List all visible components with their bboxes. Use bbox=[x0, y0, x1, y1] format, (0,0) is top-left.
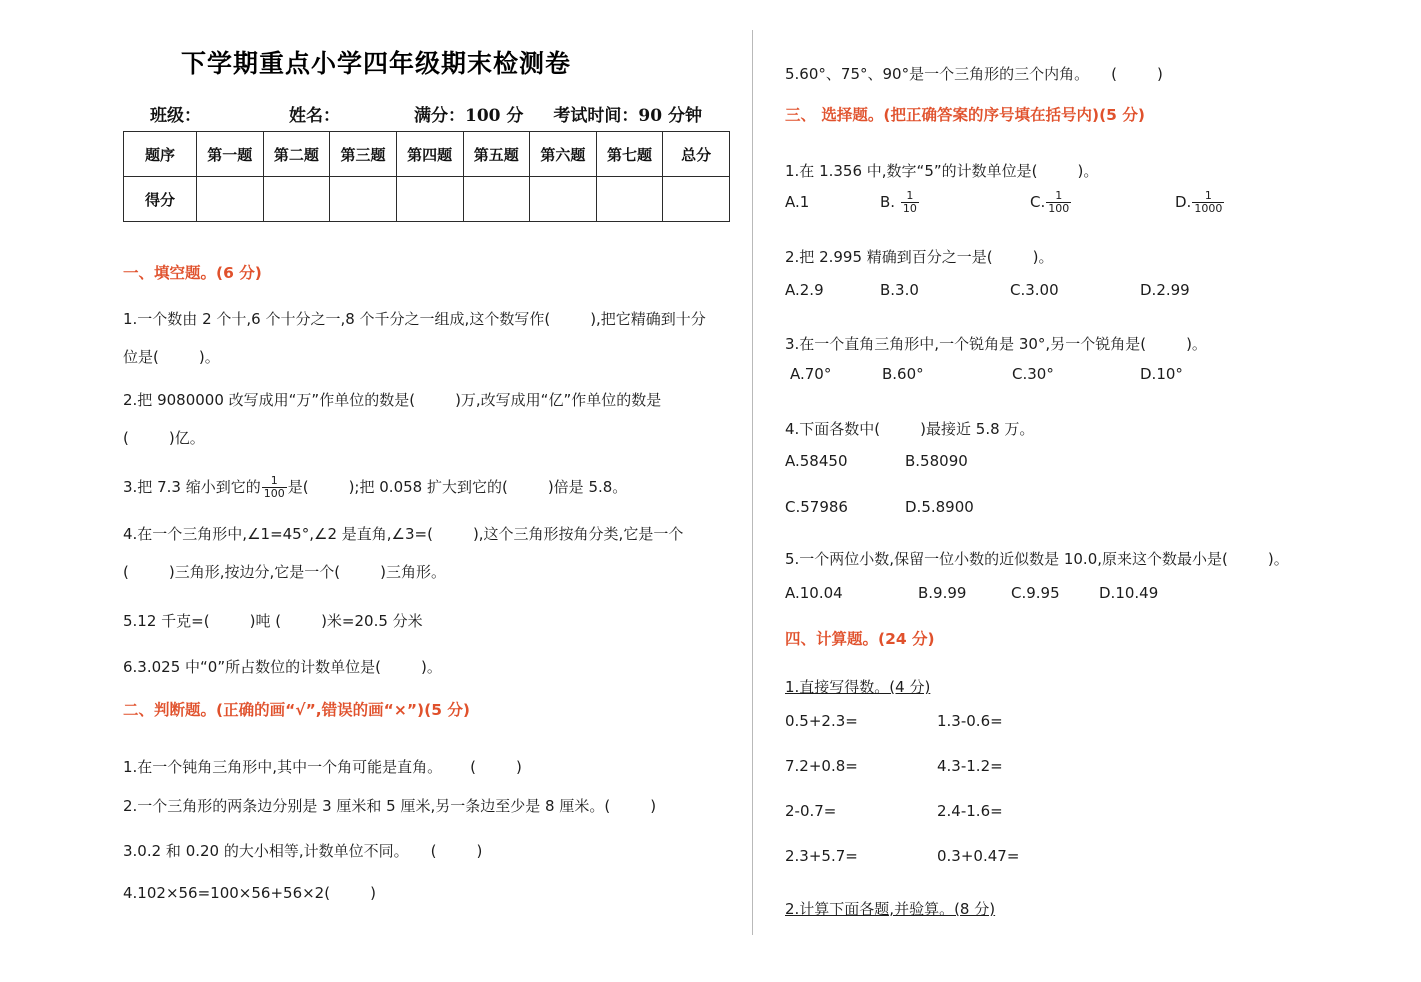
exercise-item[interactable]: 2-0.7= bbox=[785, 802, 837, 820]
name-label: 姓名： bbox=[289, 106, 340, 126]
q-text: ( bbox=[1111, 65, 1117, 83]
section2-question-2 bbox=[123, 787, 656, 825]
q-text: 5.12 千克=( bbox=[123, 612, 210, 630]
section1-question-5 bbox=[123, 602, 423, 640]
exercise-item[interactable]: 2.3+5.7= bbox=[785, 847, 858, 865]
option-a[interactable]: A.10.04 bbox=[785, 584, 843, 602]
exercise-item[interactable]: 0.5+2.3= bbox=[785, 712, 858, 730]
section2-question-5 bbox=[785, 55, 1163, 93]
score-table-header: 第三题 bbox=[330, 132, 397, 177]
option-a[interactable]: A.70° bbox=[790, 365, 832, 383]
q-text: ( bbox=[123, 563, 129, 581]
exercise-item[interactable]: 1.3-0.6= bbox=[937, 712, 1003, 730]
option-c[interactable]: C.57986 bbox=[785, 498, 848, 516]
section3-question-3-options bbox=[790, 365, 1183, 383]
section1-question-2-line1 bbox=[123, 381, 661, 419]
q-text: ( bbox=[123, 429, 129, 447]
score-table-header: 题序 bbox=[124, 132, 197, 177]
q-text: )。 bbox=[1032, 248, 1054, 266]
q-text: ) bbox=[515, 758, 522, 776]
score-cell[interactable] bbox=[330, 177, 397, 222]
option-b[interactable]: B.3.0 bbox=[880, 281, 919, 299]
q-text: 3.把 7.3 缩小到它的 bbox=[123, 478, 261, 496]
score-cell[interactable] bbox=[197, 177, 264, 222]
q-text: )。 bbox=[198, 348, 220, 366]
score-table-header: 第一题 bbox=[197, 132, 264, 177]
section3-question-2-options bbox=[785, 281, 1190, 299]
section1-question-4-line1 bbox=[123, 515, 683, 553]
fraction-denominator: 100 bbox=[263, 486, 285, 500]
table-row bbox=[124, 132, 730, 177]
exercise-item[interactable]: 0.3+0.47= bbox=[937, 847, 1020, 865]
full-score-label: 满分：100 分 bbox=[414, 106, 524, 126]
section3-question-4-options-row1 bbox=[785, 452, 968, 470]
score-table-header: 第五题 bbox=[463, 132, 530, 177]
section3-question-4-options-row2 bbox=[785, 498, 974, 516]
score-cell[interactable] bbox=[596, 177, 663, 222]
q-text: 1.在一个钝角三角形中,其中一个角可能是直角。 bbox=[123, 758, 443, 776]
q-text: 4.102×56=100×56+56×2( bbox=[123, 884, 331, 902]
fraction-numerator: 1 bbox=[906, 189, 914, 202]
exam-time-label: 考试时间：90 分钟 bbox=[553, 106, 702, 126]
section2-question-4 bbox=[123, 874, 376, 912]
section1-question-2-line2 bbox=[123, 419, 205, 457]
option-b[interactable]: B.60° bbox=[882, 365, 924, 383]
section3-question-5-stem bbox=[785, 540, 1289, 578]
section3-question-5-options bbox=[785, 584, 1158, 602]
q-text: 3.0.2 和 0.20 的大小相等,计数单位不同。 bbox=[123, 842, 409, 860]
option-d[interactable]: D.2.99 bbox=[1140, 281, 1190, 299]
option-b[interactable]: B.58090 bbox=[905, 452, 968, 470]
option-d[interactable]: D.5.8900 bbox=[905, 498, 974, 516]
option-c[interactable]: C.9.95 bbox=[1011, 584, 1060, 602]
q-text: 2.把 2.995 精确到百分之一是( bbox=[785, 248, 993, 266]
score-table-header: 第七题 bbox=[596, 132, 663, 177]
option-a[interactable]: A.1 bbox=[785, 192, 810, 211]
q-text: )吨 ( bbox=[249, 612, 282, 630]
score-cell[interactable] bbox=[396, 177, 463, 222]
q-text: 4.下面各数中( bbox=[785, 420, 881, 438]
q-text: )亿。 bbox=[168, 429, 205, 447]
option-b[interactable]: B. $\frac{1}{10}$ bbox=[880, 189, 917, 215]
q-text: 5.60°、75°、90°是一个三角形的三个内角。 bbox=[785, 65, 1090, 83]
page-title: 下学期重点小学四年级期末检测卷 bbox=[180, 49, 571, 78]
q-text: )。 bbox=[1077, 162, 1099, 180]
option-d[interactable]: D. $\frac{1}{1000}$ bbox=[1175, 189, 1223, 215]
q-text: ( bbox=[470, 758, 476, 776]
section1-question-3 bbox=[123, 468, 627, 506]
exercise-row bbox=[785, 802, 1003, 820]
score-table bbox=[123, 131, 730, 222]
q-text: 6.3.025 中“0”所占数位的计数单位是( bbox=[123, 658, 381, 676]
q-text: )最接近 5.8 万。 bbox=[920, 420, 1035, 438]
fraction-one-tenth bbox=[901, 190, 919, 214]
fraction-denominator: 1000 bbox=[1194, 201, 1223, 215]
exercise-row bbox=[785, 847, 1019, 865]
option-b[interactable]: B.9.99 bbox=[918, 584, 967, 602]
fraction-numerator: 1 bbox=[1055, 189, 1063, 202]
exercise-item[interactable]: 2.4-1.6= bbox=[937, 802, 1003, 820]
q-text: ),把它精确到十分 bbox=[590, 310, 706, 328]
score-table-header: 第四题 bbox=[396, 132, 463, 177]
q-text: )三角形,按边分,它是一个( bbox=[168, 563, 341, 581]
exercise-item[interactable]: 4.3-1.2= bbox=[937, 757, 1003, 775]
q-text: 1.一个数由 2 个十,6 个十分之一,8 个千分之一组成,这个数写作( bbox=[123, 310, 551, 328]
q-text: ( bbox=[430, 842, 437, 860]
section1-question-6 bbox=[123, 648, 442, 686]
q-text: 3.在一个直角三角形中,一个锐角是 30°,另一个锐角是( bbox=[785, 335, 1147, 353]
section-2-heading: 二、判断题。(正确的画“√”,错误的画“×”)(5 分) bbox=[123, 701, 470, 719]
q-text: )。 bbox=[1186, 335, 1207, 353]
option-c[interactable]: C. $\frac{1}{100}$ bbox=[1030, 189, 1070, 215]
q-text: );把 0.058 扩大到它的( bbox=[348, 478, 508, 496]
q-text: 5.一个两位小数,保留一位小数的近似数是 10.0,原来这个数最小是( bbox=[785, 550, 1228, 568]
section1-question-4-line2 bbox=[123, 553, 446, 591]
q-text: )。 bbox=[1267, 550, 1289, 568]
score-cell[interactable] bbox=[530, 177, 597, 222]
fraction-numerator: 1 bbox=[1204, 189, 1212, 202]
q-text: 2.一个三角形的两条边分别是 3 厘米和 5 厘米,另一条边至少是 8 厘米。( bbox=[123, 797, 611, 815]
section-4-heading: 四、计算题。(24 分) bbox=[785, 630, 935, 648]
exercise-item[interactable]: 7.2+0.8= bbox=[785, 757, 858, 775]
q-text: ),这个三角形按角分类,它是一个 bbox=[472, 525, 684, 543]
option-c[interactable]: C.3.00 bbox=[1010, 281, 1059, 299]
section3-question-3-stem bbox=[785, 325, 1207, 363]
q-text: ) bbox=[370, 884, 376, 902]
q-text: )万,改写成用“亿”作单位的数是 bbox=[455, 391, 662, 409]
option-a[interactable]: A.58450 bbox=[785, 452, 848, 470]
q-text: 2.计算下面各题,并验算。(8 分) bbox=[785, 900, 996, 918]
section-1-heading: 一、填空题。(6 分) bbox=[123, 264, 262, 282]
section2-question-1 bbox=[123, 748, 522, 786]
q-text: ) bbox=[650, 797, 657, 815]
score-table-header: 总分 bbox=[663, 132, 730, 177]
q-text: 1.直接写得数。(4 分) bbox=[785, 678, 931, 696]
section3-question-1-options bbox=[785, 190, 1225, 214]
score-table-header: 第二题 bbox=[263, 132, 330, 177]
option-c[interactable]: C.30° bbox=[1012, 365, 1054, 383]
option-d[interactable]: D.10.49 bbox=[1099, 584, 1159, 602]
section3-question-2-stem bbox=[785, 238, 1054, 276]
fraction-denominator: 10 bbox=[902, 201, 917, 215]
fraction-one-hundredth bbox=[1046, 190, 1071, 214]
score-table-header: 第六题 bbox=[530, 132, 597, 177]
exercise-row bbox=[785, 757, 1003, 775]
q-text: )。 bbox=[420, 658, 442, 676]
score-cell[interactable] bbox=[263, 177, 330, 222]
fraction-numerator: 1 bbox=[270, 474, 278, 488]
section2-question-3 bbox=[123, 832, 482, 870]
section3-question-1-stem bbox=[785, 152, 1098, 190]
score-cell[interactable] bbox=[663, 177, 730, 222]
q-text: ) bbox=[476, 842, 483, 860]
q-text: )米=20.5 分米 bbox=[321, 612, 423, 630]
section1-question-1-line2 bbox=[123, 338, 220, 376]
q-text: 位是( bbox=[123, 348, 159, 366]
fraction-denominator: 100 bbox=[1048, 201, 1070, 215]
q-text: ) bbox=[1156, 65, 1163, 83]
section1-question-1-line1 bbox=[123, 300, 706, 338]
option-a[interactable]: A.2.9 bbox=[785, 281, 824, 299]
exercise-row bbox=[785, 712, 1003, 730]
section-3-heading: 三、 选择题。(把正确答案的序号填在括号内)(5 分) bbox=[785, 106, 1145, 124]
right-column bbox=[752, 0, 1421, 982]
q-text: 是( bbox=[287, 478, 309, 496]
q-text: 1.在 1.356 中,数字“5”的计数单位是( bbox=[785, 162, 1038, 180]
student-info-line bbox=[150, 101, 750, 126]
q-text: )三角形。 bbox=[380, 563, 446, 581]
option-d[interactable]: D.10° bbox=[1140, 365, 1183, 383]
fraction-one-hundredth bbox=[262, 475, 287, 499]
score-cell[interactable] bbox=[463, 177, 530, 222]
table-row bbox=[124, 177, 730, 222]
section4-sub2-title bbox=[785, 890, 995, 928]
q-text: 4.在一个三角形中,∠1=45°,∠2 是直角,∠3=( bbox=[123, 525, 433, 543]
class-label: 班级： bbox=[150, 106, 201, 126]
q-text: 2.把 9080000 改写成用“万”作单位的数是( bbox=[123, 391, 416, 409]
section4-sub1-title bbox=[785, 668, 930, 706]
q-text: )倍是 5.8。 bbox=[547, 478, 628, 496]
score-row-label: 得分 bbox=[124, 177, 197, 222]
fraction-one-thousandth bbox=[1192, 190, 1224, 214]
section3-question-4-stem bbox=[785, 410, 1034, 448]
